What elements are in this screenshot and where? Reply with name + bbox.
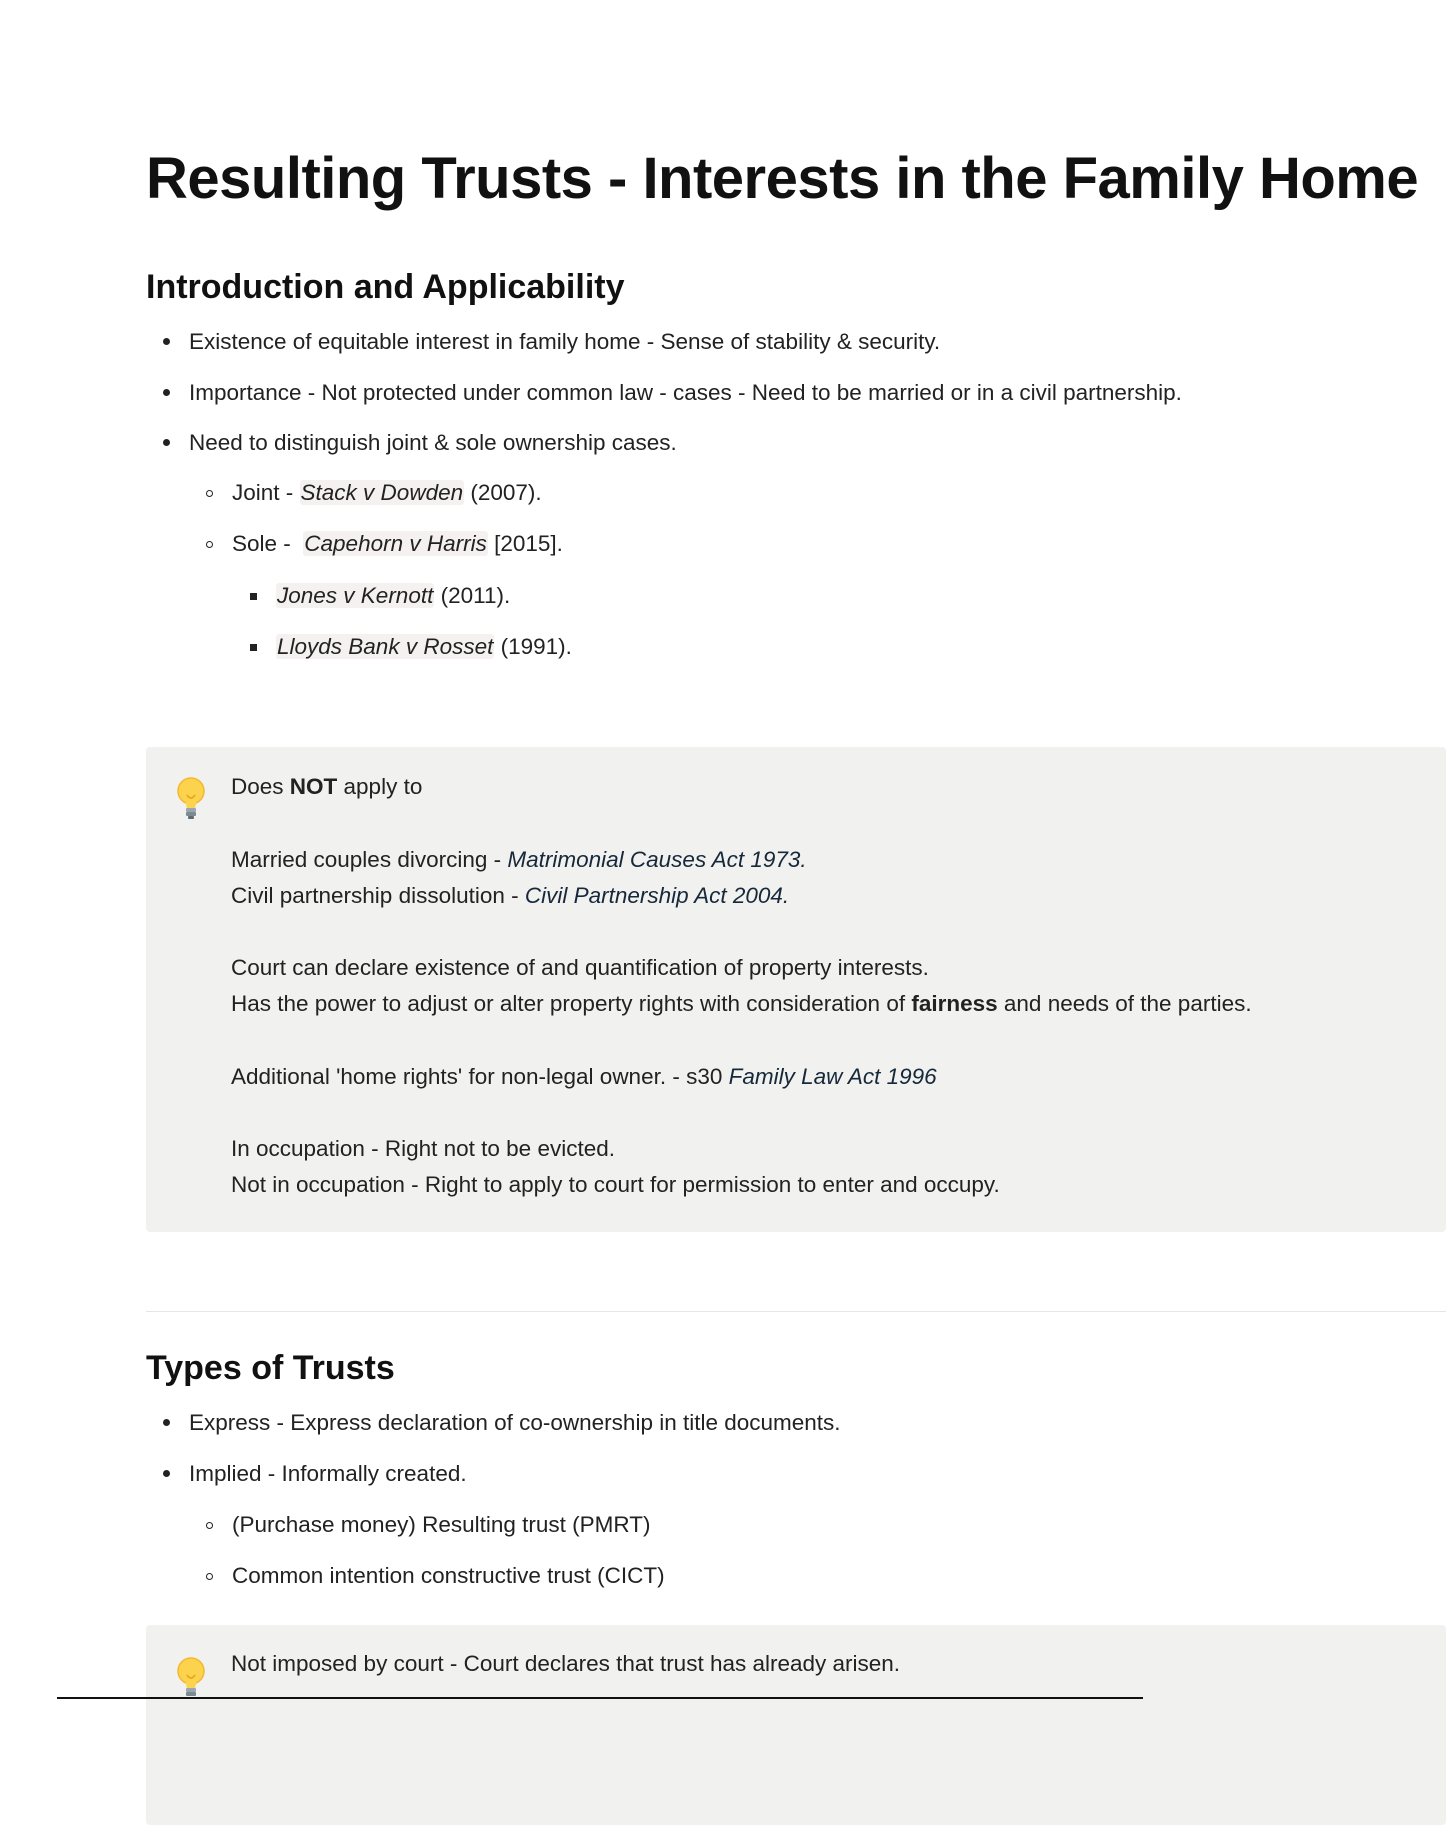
- home-rights-line: [231, 1066, 937, 1089]
- joint-ownership-item: [232, 482, 542, 505]
- intro-bullet-1: Existence of equitable interest in family home - Sense of stability & security.: [189, 329, 941, 354]
- bullet-dot: [163, 1470, 170, 1477]
- jones-year: (2011).: [434, 583, 511, 608]
- married-line: [231, 849, 807, 872]
- civil-partnership-act: Civil Partnership Act 2004.: [524, 883, 790, 908]
- bullet-dot: [163, 439, 170, 446]
- sub-bullet-circle: [206, 490, 213, 497]
- case-lloyds-bank-v-rosset: Lloyds Bank v Rosset: [277, 634, 494, 659]
- family-law-act: Family Law Act 1996: [728, 1064, 937, 1089]
- power-suffix: and needs of the parties.: [997, 991, 1252, 1016]
- case-jones-v-kernott: Jones v Kernott: [277, 583, 434, 608]
- case-stack-v-dowden: Stack v Dowden: [300, 480, 464, 505]
- bullet-dot: [163, 338, 170, 345]
- apply-to-text: apply to: [337, 774, 423, 799]
- not-imposed-line: Not imposed by court - Court declares that trust has already arisen.: [231, 1651, 901, 1676]
- lloyds-year: (1991).: [494, 634, 572, 659]
- intro-bullet-2: Importance - Not protected under common law - cases - Need to be married or in a civil partnership.: [189, 380, 1182, 405]
- joint-label: Joint -: [232, 480, 300, 505]
- express-item: Express - Express declaration of co-ownership in title documents.: [189, 1410, 841, 1435]
- married-text: Married couples divorcing -: [231, 847, 508, 872]
- bottom-rule: [57, 1697, 1143, 1699]
- sub-bullet-circle: [206, 541, 213, 548]
- home-rights-text: Additional 'home rights' for non-legal owner. - s30: [231, 1064, 729, 1089]
- lightbulb-icon: [174, 775, 208, 823]
- not-in-occupation-line: Not in occupation - Right to apply to court for permission to enter and occupy.: [231, 1172, 1000, 1197]
- does-text: Does: [231, 774, 290, 799]
- pmrt-item: (Purchase money) Resulting trust (PMRT): [232, 1512, 651, 1537]
- implied-item: Implied - Informally created.: [189, 1461, 467, 1486]
- sole-label: Sole -: [232, 531, 304, 556]
- sub-bullet-circle: [206, 1522, 213, 1529]
- lightbulb-icon: [174, 1655, 208, 1703]
- sub-bullet-circle: [206, 1573, 213, 1580]
- power-line: [231, 993, 1252, 1016]
- case-capehorn-v-harris: Capehorn v Harris: [304, 531, 487, 556]
- intro-bullet-3: Need to distinguish joint & sole ownership cases.: [189, 430, 677, 455]
- sole-year: [2015].: [487, 531, 563, 556]
- cict-item: Common intention constructive trust (CICT): [232, 1563, 665, 1588]
- power-text: Has the power to adjust or alter property rights with consideration of: [231, 991, 912, 1016]
- not-emphasis: NOT: [289, 774, 338, 799]
- section-divider: [146, 1311, 1446, 1312]
- sub-sub-bullet-square: [250, 644, 257, 651]
- bullet-dot: [163, 1419, 170, 1426]
- sub-sub-bullet-square: [250, 593, 257, 600]
- intro-heading: Introduction and Applicability: [146, 268, 625, 306]
- civil-line: [231, 885, 789, 908]
- matrimonial-causes-act: Matrimonial Causes Act 1973.: [507, 847, 807, 872]
- lloyds-item: [276, 636, 572, 659]
- jones-item: [276, 585, 510, 608]
- sole-ownership-item: [232, 533, 563, 556]
- bullet-dot: [163, 389, 170, 396]
- court-declare-line: Court can declare existence of and quantification of property interests.: [231, 955, 929, 980]
- page-title: Resulting Trusts - Interests in the Family Home: [146, 146, 1419, 211]
- civil-text: Civil partnership dissolution -: [231, 883, 525, 908]
- callout-not-imposed: [146, 1625, 1446, 1825]
- fairness-emphasis: fairness: [911, 991, 998, 1016]
- does-not-apply-line: [231, 776, 422, 799]
- in-occupation-line: In occupation - Right not to be evicted.: [231, 1136, 615, 1161]
- joint-year: (2007).: [464, 480, 542, 505]
- callout-does-not-apply: [146, 747, 1446, 1232]
- types-heading: Types of Trusts: [146, 1349, 395, 1387]
